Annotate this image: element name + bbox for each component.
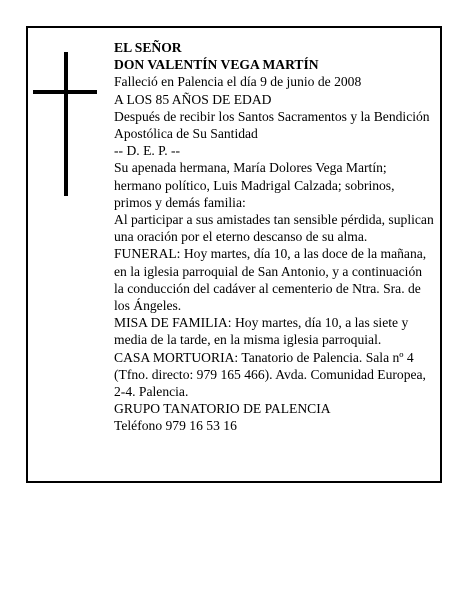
funeral-home-paragraph: CASA MORTUORIA: Tanatorio de Palencia. Sala nº 4 (Tfno. directo: 979 165 466). Avda. Comunidad Europea, 2-4. Palencia. [114,349,426,400]
family-mass-paragraph: MISA DE FAMILIA: Hoy martes, día 10, a las siete y media de la tarde, en la misma iglesia parroquial. [114,315,409,348]
group-name: GRUPO TANATORIO DE PALENCIA [114,401,331,417]
family-paragraph: Su apenada hermana, María Dolores Vega Martín; hermano político, Luis Madrigal Calzada; sobrinos, primos y demás familia: [114,160,395,210]
funeral-paragraph: FUNERAL: Hoy martes, día 10, a las doce de la mañana, en la iglesia parroquial de San Antonio, y a continuación la conducción del cadáver al cementerio de Ntra. Sra. de los Ángeles. [114,246,427,314]
sacraments-paragraph: Después de recibir los Santos Sacramentos y la Bendición Apostólica de Su Santidad [114,108,430,142]
age-line: A LOS 85 AÑOS DE EDAD [114,91,272,107]
rip-line: -- D. E. P. -- [114,143,181,159]
latin-cross-icon [33,52,97,196]
obituary-text [114,39,434,435]
cross-vertical-bar [64,52,68,196]
phone-line: Teléfono 979 16 53 16 [114,418,237,434]
request-paragraph: Al participar a sus amistades tan sensible pérdida, suplican una oración por el eterno descanso de su alma. [114,212,434,245]
cross-horizontal-bar [33,90,97,94]
title-line-1: EL SEÑOR [114,40,182,55]
deceased-name: DON VALENTÍN VEGA MARTÍN [114,57,319,73]
death-date-line: Falleció en Palencia el día 9 de junio de 2008 [114,74,362,90]
